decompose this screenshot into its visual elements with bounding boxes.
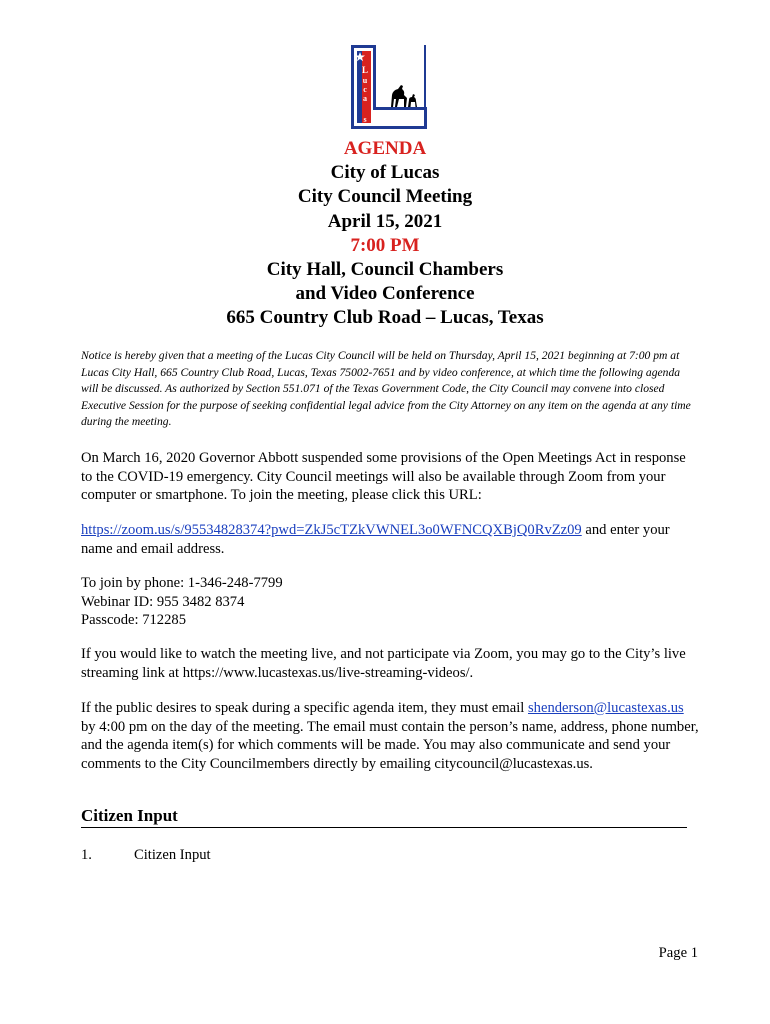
agenda-item-label: Citizen Input — [134, 847, 211, 863]
zoom-link[interactable]: https://zoom.us/s/95534828374?pwd=ZkJ5cTZkVWNEL3o0WFNCQXBjQ0RvZz09 — [81, 522, 582, 538]
logo-letter-s: s — [363, 115, 367, 124]
phone-number: To join by phone: 1-346-248-7799 — [81, 575, 283, 591]
public-comment-paragraph — [81, 699, 699, 773]
meeting-time: 7:00 PM — [350, 234, 420, 256]
logo-letter-c: c — [363, 85, 367, 94]
location-line-2: and Video Conference — [295, 283, 475, 305]
zoom-paragraph — [81, 521, 699, 558]
page-number: Page 1 — [658, 945, 698, 961]
agenda-title: AGENDA — [343, 138, 427, 159]
public-comment-details: by 4:00 pm on the day of the meeting. The email must contain the person’s name, address, phone number, and the agenda item(s) for which comments will be made. You may also communicate and send your comments to the City Councilmembers directly by emailing citycouncil@lucastexas.us. — [81, 718, 699, 772]
meeting-date: April 15, 2021 — [327, 210, 443, 232]
location-line-1: City Hall, Council Chambers — [266, 259, 504, 281]
meeting-name: City Council Meeting — [297, 186, 473, 208]
lucas-city-logo — [351, 45, 427, 129]
meeting-notice: Notice is hereby given that a meeting of the Lucas City Council will be held on Thursday, April 15, 2021 beginning at 7:00 pm at Lucas City Hall, 665 Country Club Road, Lucas, Texas 75002-7651 and by video conference, at which time the following agenda will be discussed. As authorized by Section 551.071 of the Texas Government Code, the City Council may convene into closed Executive Session for the purpose of seeking confidential legal advice from the City Attorney on any item on the agenda at any time during the meeting. — [81, 349, 691, 429]
logo-letter-a: a — [363, 94, 367, 103]
meeting-address: 665 Country Club Road – Lucas, Texas — [226, 307, 544, 329]
covid-paragraph: On March 16, 2020 Governor Abbott suspended some provisions of the Open Meetings Act in response to the COVID-19 emergency. City Council meetings will also be available through Zoom from your computer or smartphone. To join the meeting, please click this URL: — [81, 450, 686, 504]
city-name: City of Lucas — [330, 162, 440, 184]
logo-letter-l: L — [361, 65, 369, 75]
lucas-logo-icon — [351, 45, 427, 129]
section-heading: Citizen Input — [81, 806, 687, 828]
public-comment-intro: If the public desires to speak during a specific agenda item, they must email — [81, 700, 528, 716]
zoom-instructions: and enter your name and email address. — [81, 522, 670, 557]
email-link[interactable]: shenderson@lucastexas.us — [528, 700, 684, 716]
agenda-item-number: 1. — [81, 847, 92, 863]
agenda-header — [0, 137, 770, 331]
logo-letter-u: u — [362, 76, 368, 85]
phone-info — [81, 574, 699, 630]
webinar-id: Webinar ID: 955 3482 8374 — [81, 593, 245, 610]
passcode: Passcode: 712285 — [81, 612, 186, 629]
live-stream-paragraph: If you would like to watch the meeting live, and not participate via Zoom, you may go to the City’s live streaming link at https://www.lucastexas.us/live-streaming-videos/. — [81, 646, 686, 681]
